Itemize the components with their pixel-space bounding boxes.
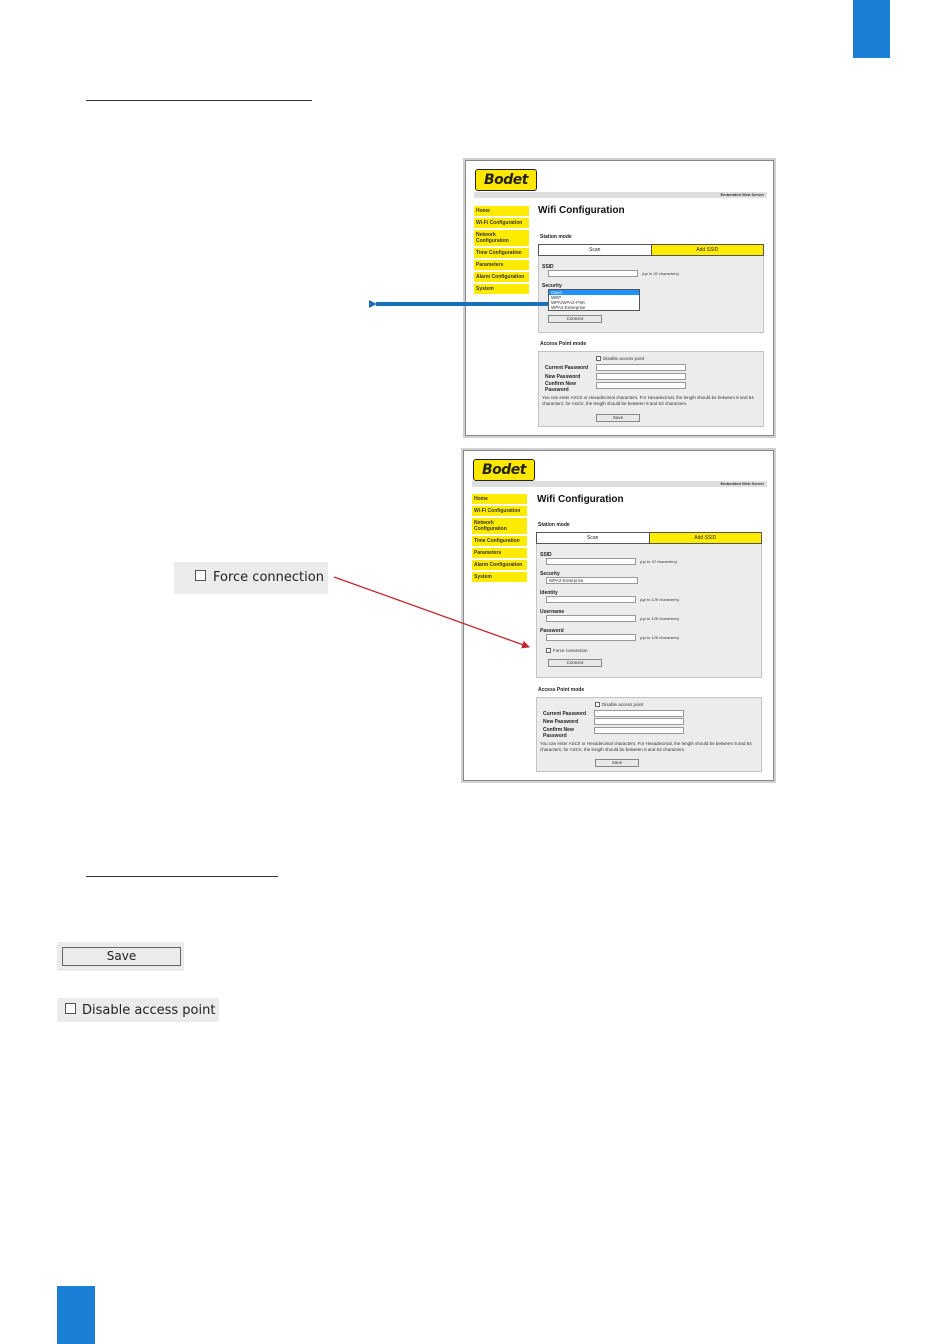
tab-scan[interactable]: Scan (537, 533, 650, 543)
password-note: You can enter ASCII or Hexadecimal characters. For Hexadecimal, the length should be between 8 and 64 characters; for ASCII, the length should be between 8 and 63 characters. (540, 741, 752, 752)
sidebar-item-wifi[interactable]: Wi-Fi Configuration (472, 506, 527, 516)
confirm-password-label: Confirm New Password (545, 381, 576, 393)
server-label: Embedded Web Server (472, 481, 767, 487)
security-label: Security (542, 283, 562, 289)
force-connection-label: Force connection (553, 648, 588, 653)
disable-access-point-callout-label: Disable access point (82, 1003, 216, 1018)
identity-label: Identity (540, 590, 558, 596)
page-title: Wifi Configuration (538, 205, 625, 216)
tab-add-ssid[interactable]: Add SSID (650, 533, 762, 543)
password-label: Password (540, 628, 564, 634)
sidebar-item-time[interactable]: Time Configuration (472, 536, 527, 546)
sidebar-item-network[interactable]: Network Configuration (474, 230, 529, 246)
station-mode-heading: Station mode (538, 522, 570, 528)
current-password-label: Current Password (545, 365, 589, 371)
ssid-label: SSID (540, 552, 552, 558)
force-connection-callout-checkbox[interactable] (195, 570, 206, 581)
save-callout-button[interactable]: Save (62, 947, 181, 966)
connect-button[interactable]: Connect (548, 315, 602, 323)
disable-access-point-callout-checkbox[interactable] (65, 1003, 76, 1014)
sidebar-item-alarm[interactable]: Alarm Configuration (474, 272, 529, 282)
identity-hint: (up to 128 characters) (640, 597, 680, 602)
sidebar-item-parameters[interactable]: Parameters (472, 548, 527, 558)
ssid-hint: (up to 32 characters) (642, 271, 679, 276)
username-label: Username (540, 609, 565, 615)
password-hint: (up to 128 characters) (640, 635, 680, 640)
new-password-label: New Password (545, 374, 581, 380)
sidebar-item-system[interactable]: System (474, 284, 529, 294)
bodet-logo: Bodet (473, 459, 535, 481)
sidebar-item-wifi[interactable]: Wi-Fi Configuration (474, 218, 529, 228)
disable-ap-label: Disable access point (602, 702, 644, 707)
disable-access-point-callout (57, 998, 219, 1022)
password-note: You can enter ASCII or Hexadecimal characters. For Hexadecimal, the length should be between 8 and 64 characters; for ASCII, the length should be between 8 and 63 characters. (542, 395, 754, 406)
save-callout (57, 942, 184, 971)
sidebar-item-system[interactable]: System (472, 572, 527, 582)
username-hint: (up to 128 characters) (640, 616, 680, 621)
page-tab-marker-bottom (57, 1286, 95, 1344)
server-label: Embedded Web Server (474, 192, 767, 198)
disable-ap-label: Disable access point (603, 356, 645, 361)
security-option-open[interactable]: Open (549, 290, 639, 295)
sidebar-item-home[interactable]: Home (472, 494, 527, 504)
security-option-wpa2-enterprise[interactable]: WPA2-Enterprise (551, 305, 586, 310)
ap-mode-heading: Access Point mode (540, 341, 587, 347)
sidebar-item-time[interactable]: Time Configuration (474, 248, 529, 258)
page-title: Wifi Configuration (537, 494, 624, 505)
save-button[interactable]: Save (596, 414, 640, 422)
force-connection-callout-label: Force connection (213, 570, 324, 585)
tab-scan[interactable]: Scan (539, 245, 652, 255)
current-password-label: Current Password (543, 711, 587, 717)
sidebar-item-alarm[interactable]: Alarm Configuration (472, 560, 527, 570)
force-connection-callout-arrow (334, 577, 529, 647)
security-select[interactable]: WPA2-Enterprise (546, 577, 638, 584)
save-button[interactable]: Save (595, 759, 639, 767)
ap-mode-heading: Access Point mode (538, 687, 585, 693)
confirm-password-label: Confirm New Password (543, 727, 574, 739)
sidebar-item-home[interactable]: Home (474, 206, 529, 216)
bodet-logo: Bodet (475, 169, 537, 191)
station-mode-heading: Station mode (540, 234, 572, 240)
security-option-wep[interactable]: WEP (551, 295, 562, 300)
connect-button[interactable]: Connect (548, 659, 602, 667)
ssid-hint: (up to 32 characters) (640, 559, 677, 564)
force-connection-callout (174, 562, 328, 594)
tab-add-ssid[interactable]: Add SSID (652, 245, 764, 255)
sidebar-item-parameters[interactable]: Parameters (474, 260, 529, 270)
ssid-label: SSID (542, 264, 554, 270)
security-option-wpa-psk[interactable]: WPA/WPA2-PSK (551, 300, 586, 305)
sidebar-item-network[interactable]: Network Configuration (472, 518, 527, 534)
new-password-label: New Password (543, 719, 579, 725)
security-label: Security (540, 571, 560, 577)
